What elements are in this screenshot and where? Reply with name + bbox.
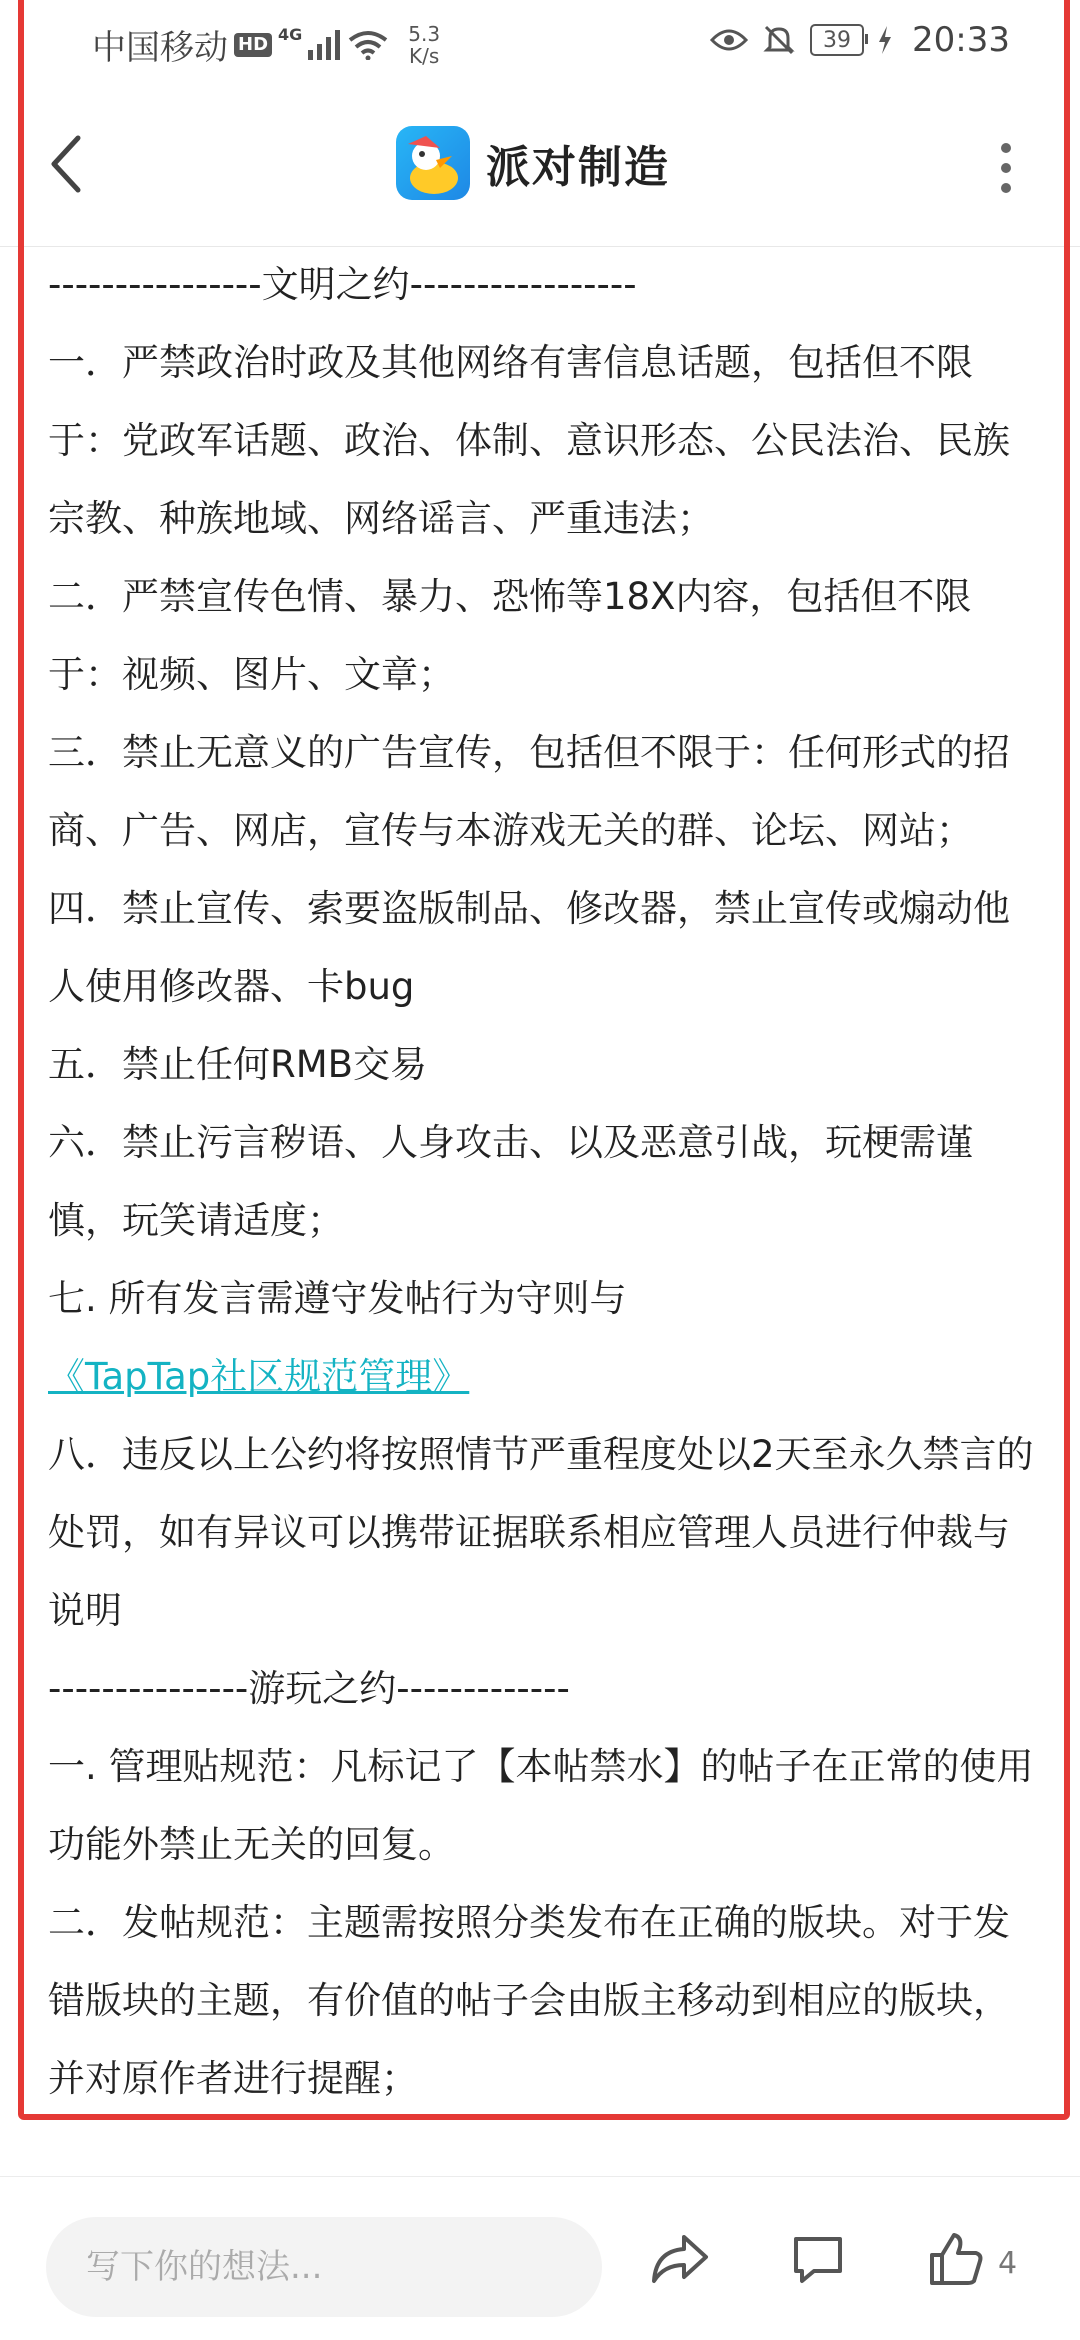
- content-line: ---------------游玩之约-------------: [48, 1667, 570, 1710]
- network-speed: [408, 23, 440, 67]
- content-line: 八．违反以上公约将按照情节严重程度处以2天至永久禁言的处罚，如有异议可以携带证据联系相应管理人员进行仲裁与说明: [48, 1433, 1034, 1632]
- content-line: ----------------文明之约-----------------: [48, 263, 637, 306]
- status-bar: [0, 0, 1080, 82]
- post-content: [48, 246, 1038, 2118]
- content-line: 二．发帖规范：主题需按照分类发布在正确的版块。对于发错版块的主题，有价值的帖子会由版主移动到相应的版块，并对原作者进行提醒；: [48, 1901, 1010, 2100]
- content-line: 一．严禁政治时政及其他网络有害信息话题，包括但不限于：党政军话题、政治、体制、意识形态、公民法治、民族宗教、种族地域、网络谣言、严重违法；: [48, 341, 1010, 540]
- content-line: 一. 管理贴规范：凡标记了【本帖禁水】的帖子在正常的使用功能外禁止无关的回复。: [48, 1745, 1034, 1866]
- share-icon[interactable]: [650, 2231, 710, 2287]
- bottom-action-bar: [0, 2176, 1080, 2340]
- carrier-label: 中国移动: [92, 28, 228, 68]
- network-speed-value: 5.3: [408, 21, 441, 46]
- content-line: 六．禁止污言秽语、人身攻击、以及恶意引战，玩梗需谨慎，玩笑请适度；: [48, 1121, 973, 1242]
- comment-icon[interactable]: [790, 2231, 846, 2287]
- app-logo-icon: [396, 126, 470, 200]
- network-type-label: 4G: [278, 25, 303, 44]
- like-button[interactable]: [928, 2231, 1017, 2287]
- clock: 20:33: [912, 20, 1010, 60]
- thumbs-up-icon: [928, 2231, 984, 2287]
- hd-badge: HD: [234, 33, 272, 57]
- signal-icon: [308, 30, 342, 60]
- page-title: 派对制造: [486, 142, 670, 193]
- content-line: 三．禁止无意义的广告宣传，包括但不限于：任何形式的招商、广告、网店，宣传与本游戏无关的群、论坛、网站；: [48, 731, 1010, 852]
- content-line: 四．禁止宣传、索要盗版制品、修改器，禁止宣传或煽动他人使用修改器、卡bug: [48, 887, 1010, 1008]
- header-title-group: [396, 126, 670, 200]
- network-speed-unit: K/s: [409, 43, 440, 68]
- content-line-with-link: [48, 1260, 1038, 1416]
- charging-icon: [878, 26, 892, 54]
- eye-icon: [710, 26, 748, 54]
- mute-bell-icon: [762, 23, 796, 57]
- battery-indicator: 39: [810, 24, 864, 56]
- content-line-text: 七. 所有发言需遵守发帖行为守则与: [48, 1277, 627, 1320]
- like-count: 4: [998, 2246, 1018, 2281]
- app-header: [0, 82, 1080, 247]
- wifi-icon: [348, 30, 388, 60]
- content-line: 二．严禁宣传色情、暴力、恐怖等18X内容，包括但不限于：视频、图片、文章；: [48, 575, 972, 696]
- chevron-left-icon[interactable]: [42, 132, 92, 196]
- community-rules-link[interactable]: 《TapTap社区规范管理》: [48, 1355, 470, 1398]
- comment-input[interactable]: [46, 2217, 602, 2317]
- more-vertical-icon[interactable]: [994, 140, 1018, 196]
- status-left: [92, 20, 440, 69]
- status-right: [710, 20, 1010, 60]
- content-line: 五．禁止任何RMB交易: [48, 1043, 428, 1086]
